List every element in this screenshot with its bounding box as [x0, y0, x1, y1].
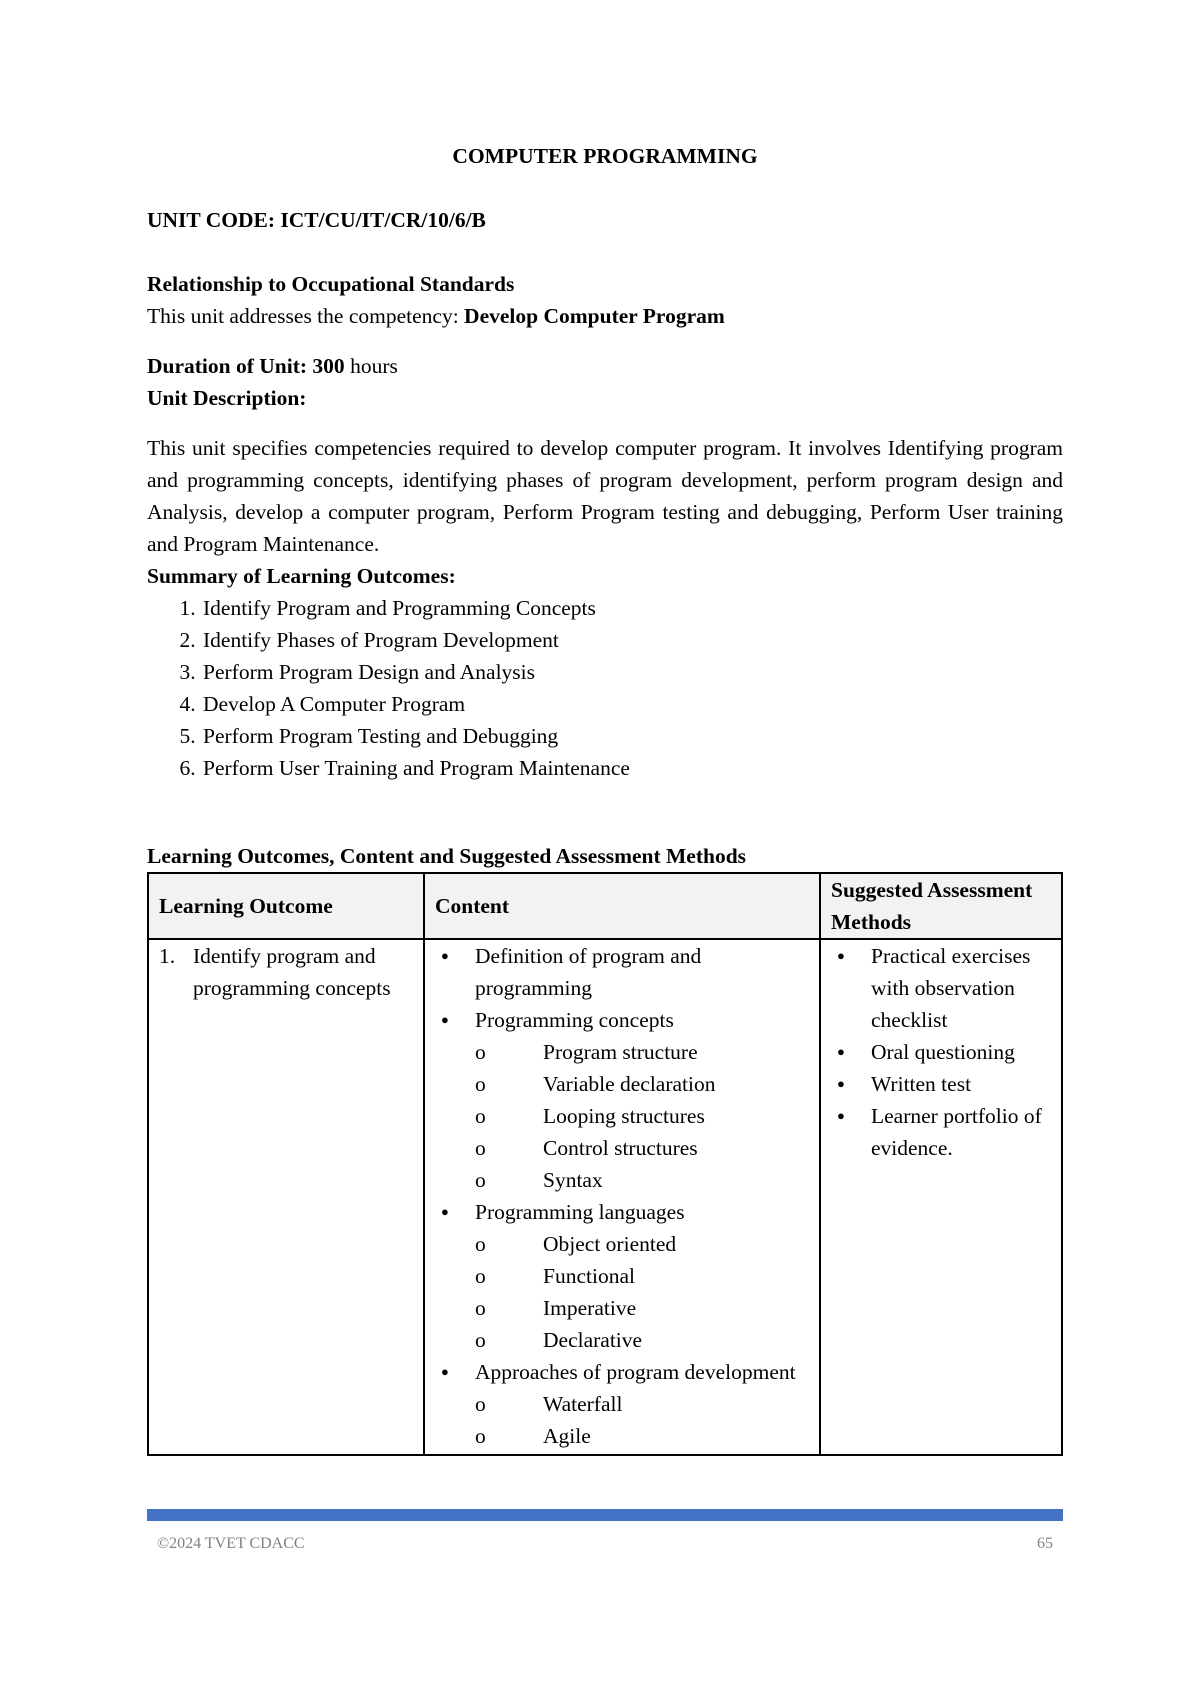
outcome-text: Identify program and programming concepts [193, 944, 391, 1000]
learning-outcome-cell [148, 939, 424, 1455]
header-learning-outcome: Learning Outcome [148, 873, 424, 939]
content-subitem: o Program structure [475, 1036, 809, 1068]
footer-bar [147, 1509, 1063, 1521]
content-subitem: o Waterfall [475, 1388, 809, 1420]
footer-copyright: ©2024 TVET CDACC [157, 1535, 305, 1552]
content-sublist [475, 1036, 809, 1196]
outcome-item: 3. Perform Program Design and Analysis [201, 656, 1063, 688]
header-content: Content [424, 873, 820, 939]
content-item-text: Approaches of program development [475, 1360, 796, 1384]
assessment-item: ● Written test [831, 1068, 1051, 1100]
content-cell [424, 939, 820, 1455]
assessment-list [831, 940, 1051, 1164]
outcomes-table [147, 872, 1063, 1456]
summary-heading: Summary of Learning Outcomes: [147, 564, 456, 588]
outcome-item: 6. Perform User Training and Program Maintenance [201, 752, 1063, 784]
document-title: COMPUTER PROGRAMMING [452, 144, 758, 168]
content-subitem: o Agile [475, 1420, 809, 1452]
content-item [435, 1004, 809, 1196]
outcome-number: 1. [159, 944, 176, 968]
duration-label: Duration of Unit: 300 [147, 354, 345, 378]
assessment-item: ● Oral questioning [831, 1036, 1051, 1068]
content-item [435, 940, 809, 1004]
content-item [435, 1356, 809, 1452]
unit-description-text: This unit specifies competencies required to develop computer program. It involves Identifying program and programming concepts, identifying phases of program development, perform program design and Analysis, develop a computer program, Perform Program testing and debugging, Perform User training and Program Maintenance. [147, 436, 1063, 556]
relationship-heading: Relationship to Occupational Standards [147, 272, 515, 296]
unit-description-heading: Unit Description: [147, 386, 307, 410]
duration-unit: hours [344, 354, 398, 378]
outcomes-list [147, 592, 1063, 784]
table-header-row [148, 873, 1062, 939]
content-sublist [475, 1228, 809, 1356]
assessment-item: ● Practical exercises with observation checklist [831, 940, 1051, 1036]
content-subitem: o Looping structures [475, 1100, 809, 1132]
assessment-item: ● Learner portfolio of evidence. [831, 1100, 1051, 1164]
content-subitem: o Imperative [475, 1292, 809, 1324]
document-page [147, 140, 1063, 1456]
content-item-text: Definition of program and programming [475, 944, 702, 1000]
content-subitem: o Object oriented [475, 1228, 809, 1260]
outcome-item: 4. Develop A Computer Program [201, 688, 1063, 720]
assessment-cell [820, 939, 1062, 1455]
footer-page-number: 65 [1037, 1535, 1053, 1552]
outcome-item: 1. Identify Program and Programming Concepts [201, 592, 1063, 624]
content-sublist [475, 1388, 809, 1452]
content-list [435, 940, 809, 1452]
content-item [435, 1196, 809, 1356]
outcome-item: 2. Identify Phases of Program Development [201, 624, 1063, 656]
content-subitem: o Control structures [475, 1132, 809, 1164]
header-assessment-methods: Suggested Assessment Methods [820, 873, 1062, 939]
content-subitem: o Declarative [475, 1324, 809, 1356]
table-heading: Learning Outcomes, Content and Suggested Assessment Methods [147, 844, 747, 868]
outcome-item: 5. Perform Program Testing and Debugging [201, 720, 1063, 752]
content-item-text: Programming concepts [475, 1008, 674, 1032]
content-item-text: Programming languages [475, 1200, 685, 1224]
content-subitem: o Syntax [475, 1164, 809, 1196]
unit-code: UNIT CODE: ICT/CU/IT/CR/10/6/B [147, 208, 486, 232]
competency-line [147, 300, 1063, 332]
table-row [148, 939, 1062, 1455]
content-subitem: o Variable declaration [475, 1068, 809, 1100]
learning-outcome [159, 940, 413, 1004]
content-subitem: o Functional [475, 1260, 809, 1292]
duration-line [147, 350, 1063, 382]
competency-value: Develop Computer Program [464, 304, 725, 328]
page-footer [157, 1533, 1053, 1555]
competency-prefix: This unit addresses the competency: [147, 304, 465, 328]
